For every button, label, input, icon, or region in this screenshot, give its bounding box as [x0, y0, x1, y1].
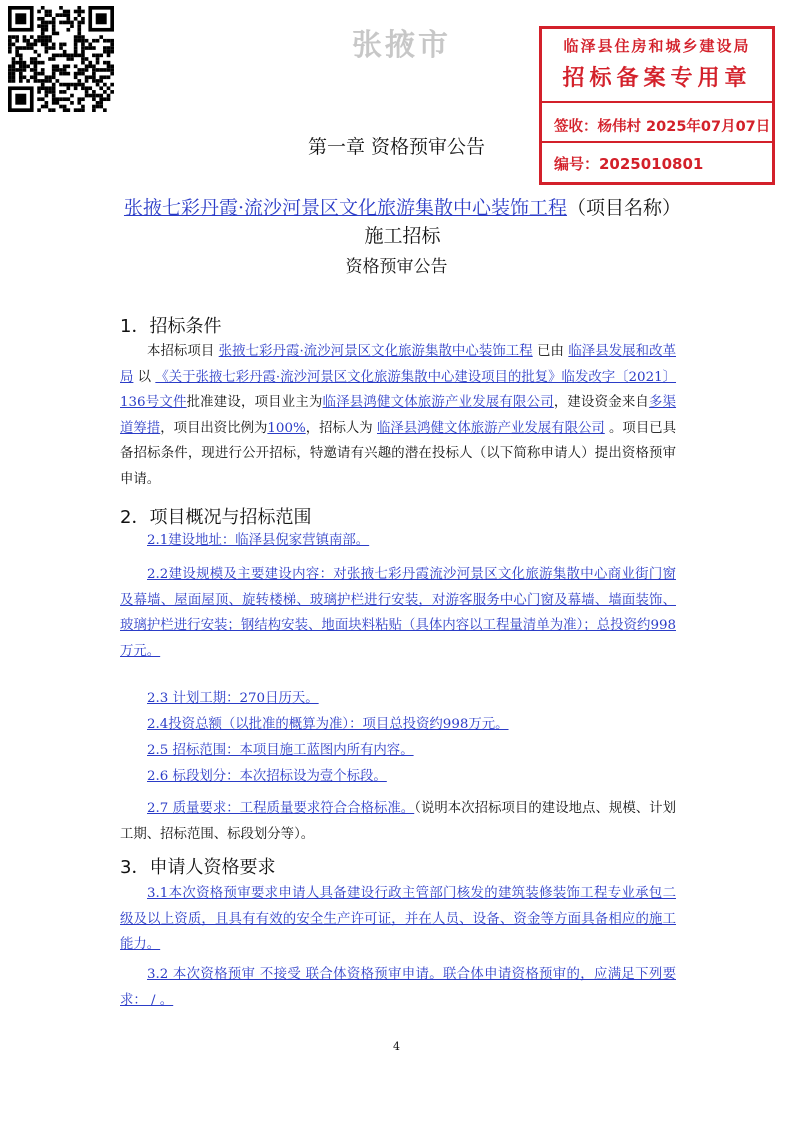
item-text: 2.4投资总额（以批准的概算为准）：项目总投资约998万元。: [147, 717, 509, 732]
qr-code-icon: [8, 6, 114, 112]
section-3-item-2: [120, 962, 676, 1013]
section-1-paragraph: [120, 339, 676, 493]
project-title: [120, 194, 685, 250]
registration-stamp: [539, 26, 775, 185]
text-run: 批准建设，项目业主为: [186, 395, 323, 411]
funds-field: 多渠道筹措: [120, 395, 677, 436]
stamp-org: 临泽县住房和城乡建设局: [563, 37, 751, 55]
section-heading-1: 1．招标条件: [120, 316, 222, 337]
item-text: 3.1本次资格预审要求申请人具备建设行政主管部门核发的建筑装修装饰工程专业承包二级及以上资质，且具有有效的安全生产许可证，并在人员、设备、资金等方面具备相应的施工能力。: [120, 886, 676, 953]
section-heading-2: 2．项目概况与招标范围: [120, 507, 312, 528]
approval-doc-field: 《关于张掖七彩丹霞·流沙河景区文化旅游集散中心建设项目的批复》临发改字〔2021〕136号文件: [120, 369, 677, 411]
ratio-field: 100%: [267, 420, 306, 436]
text-run: 已由: [532, 344, 569, 359]
project-name-link[interactable]: 张掖七彩丹霞·流沙河景区文化旅游集散中心装饰工程: [123, 197, 568, 219]
section-3-item-1: [120, 881, 676, 958]
item-text: 3.2 本次资格预审 不接受 联合体资格预审申请。联合体申请资格预审的，应满足下列要求： / 。: [120, 967, 676, 1008]
stamp-sign-line: 签收：杨伟村 2025年07月07日: [554, 119, 771, 135]
section-2-item-5: [120, 738, 676, 764]
project-name-field: 张掖七彩丹霞·流沙河景区文化旅游集散中心装饰工程: [218, 344, 533, 359]
stamp-divider: [542, 101, 772, 103]
item-note: （说明本次招标项目的建设地点、规模、计划工期、招标范围、标段划分等）。: [120, 801, 676, 842]
text-run: 。项目已具备招标条件，现进行公开招标，特邀请有兴趣的潜在投标人（以下简称申请人）提出资格预审申请。: [120, 420, 677, 487]
section-2-item-2: [120, 562, 676, 664]
item-text: 2.3 计划工期：270日历天。: [147, 691, 319, 706]
text-run: ，项目出资比例为: [160, 420, 268, 436]
section-heading-3: 3．申请人资格要求: [120, 857, 276, 878]
project-title-suffix: （项目名称）施工招标: [364, 197, 682, 247]
section-2-item-1: [120, 528, 676, 554]
item-text: 2.7 质量要求：工程质量要求符合合格标准。: [147, 801, 415, 816]
watermark-text: 张掖市: [352, 28, 451, 63]
text-run: ，招标人为: [305, 420, 377, 436]
notice-subtitle: 资格预审公告: [345, 257, 448, 277]
text-run: 本招标项目: [147, 344, 219, 359]
section-2-item-7: [120, 796, 676, 847]
text-run: 以: [133, 369, 156, 385]
item-text: 2.2建设规模及主要建设内容：对张掖七彩丹霞流沙河景区文化旅游集散中心商业街门窗及幕墙、屋面屋顶、旋转楼梯、玻璃护栏进行安装，对游客服务中心门窗及幕墙、墙面装饰、玻璃护栏进行安装；钢结构安装、地面块料粘贴（具体内容以工程量清单为准）；总投资约998万元。: [120, 567, 676, 659]
item-text: 2.1建设地址：临泽县倪家营镇南部。: [147, 533, 370, 548]
item-text: 2.6 标段划分：本次招标设为壹个标段。: [147, 769, 387, 784]
owner-field: 临泽县鸿健文体旅游产业发展有限公司: [322, 395, 554, 411]
approver-field: 临泽县发展和改革局: [120, 344, 676, 385]
section-2-item-6: [120, 764, 676, 790]
item-text: 2.5 招标范围：本项目施工蓝图内所有内容。: [147, 743, 414, 758]
section-2-item-3: [120, 686, 676, 712]
page-number: 4: [393, 1040, 400, 1053]
stamp-number-line: 编号：2025010801: [554, 155, 704, 173]
text-run: ，建设资金来自: [553, 395, 650, 411]
tenderer-field: 临泽县鸿健文体旅游产业发展有限公司: [376, 420, 605, 436]
stamp-title: 招标备案专用章: [562, 66, 752, 91]
section-2-item-4: [120, 712, 676, 738]
chapter-title: 第一章 资格预审公告: [307, 136, 486, 158]
